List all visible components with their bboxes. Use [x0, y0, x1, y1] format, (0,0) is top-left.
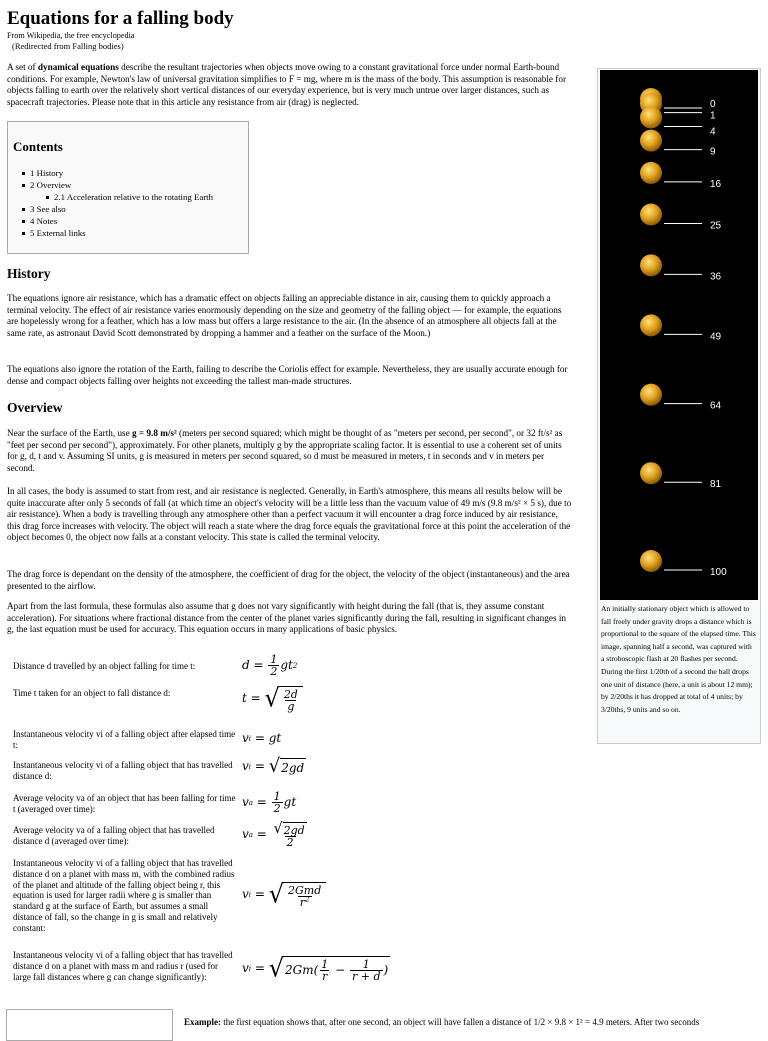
ball-snapshot — [640, 462, 662, 484]
equation-label: Instantaneous velocity vi of a falling object that has travelled distance d: — [13, 760, 233, 781]
overview-paragraph-3: The drag force is dependant on the density of the atmosphere, the coefficient of drag for the object, the velocity of the object (instantaneous) and the area presented to the airflow. — [7, 569, 570, 591]
equation-label: Distance d travelled by an object falling for time t: — [13, 661, 196, 671]
ball-snapshot — [640, 106, 662, 128]
scale-label: 49 — [710, 331, 722, 343]
intro-paragraph: A set of dynamical equations describe the resultant trajectories when objects move owing to a constant gravitational force under normal Earth-bound conditions. For example, Newton's law of universal gravitation simplifies to F = mg, where m is the mass of the body. This assumption is reasonable for objects falling to earth over the relatively short vertical distances of our everyday experience, but is very much untrue over larger distances, such as spacecraft trajectories. Please note that in this article any resistance from air (drag) is neglected. — [7, 62, 567, 107]
equation-distance: d = $\frac{1}{2}$ gt 2 — [242, 653, 298, 678]
redirect-note: (Redirected from Falling bodies) — [12, 41, 124, 51]
toc-title: Contents — [13, 139, 63, 154]
history-heading: History — [7, 266, 51, 281]
overview-paragraph-1: Near the surface of the Earth, use g = 9.8 m/s² (meters per second squared; which might be thought of as "meters per second, per second", or 32 ft/s² as "feet per second per second"), approximately. For other planets, multiply g by the appropriate scaling factor. It is essential to use a coherent set of units for g, d, t and v. Assuming SI units, g is measured in meters per second squared, so d must be measured in meters, t in seconds and v in meters per second. — [7, 428, 563, 473]
example-paragraph: Example: the first equation shows that, after one second, an object will have fallen a distance of 1/2 × 9.8 × 1² = 4.9 meters. After two seconds — [184, 1017, 700, 1027]
equation-label: Average velocity va of a falling object that has travelled distance d (averaged over time): — [13, 825, 215, 846]
equation-label: Average velocity va of an object that has been falling for time t (averaged over time): — [13, 793, 236, 814]
ball-snapshot — [640, 550, 662, 572]
scale-label: 81 — [710, 479, 722, 491]
equation-velocity-time: v i = gt — [242, 731, 282, 745]
bottom-box — [6, 1009, 173, 1041]
toc-item-acceleration[interactable]: 2.1 Acceleration relative to the rotating Earth — [30, 191, 213, 203]
scale-label: 4 — [710, 126, 716, 138]
ball-snapshot — [640, 204, 662, 226]
equation-label: Time t taken for an object to fall distance d: — [13, 688, 171, 698]
overview-paragraph-2: In all cases, the body is assumed to start from rest, and air resistance is neglected. Generally, in Earth's atmosphere, this means all results below will be quite inaccurate after only 5 seconds of fall (at which time an object's velocity will be a little less than the vacuum value of 49 m/s (9.8 m/s² × 5 s), due to air resistance). When a body is travelling through any atmosphere other than a perfect vacuum it will encounter a drag force induced by air resistance, this drag force increases with velocity. The object will reach a state where the drag force equals the gravitational force at this point the acceleration of the object becomes 0, the object now falls at a constant velocity. This state is called the terminal velocity. — [7, 486, 572, 543]
site-subtitle: From Wikipedia, the free encyclopedia — [7, 31, 135, 40]
toc-item-history[interactable]: 1 History — [30, 167, 213, 179]
dynamical-equations-link[interactable]: dynamical equations — [37, 62, 119, 72]
toc-item-notes[interactable]: 4 Notes — [30, 215, 213, 227]
table-of-contents — [7, 121, 249, 254]
ball-snapshot — [640, 162, 662, 184]
toc-item-external-links[interactable]: 5 External links — [30, 227, 213, 239]
ball-snapshot — [640, 384, 662, 406]
equation-time: t = √ $\frac{2d}{g}$ — [242, 686, 303, 712]
equation-average-velocity-time: v a = $\frac{1}{2}$ gt — [242, 790, 297, 815]
history-paragraph-1: The equations ignore air resistance, which has a dramatic effect on objects falling an appreciable distance in air, causing them to quickly approach a terminal velocity. The effect of air resistance varies enormously depending on the size and geometry of the falling object — for example, the equations are hopelessly wrong for a feather, which has a low mass but offers a large resistance to the air. (In the absence of an atmosphere all objects fall at the same rate, as astronaut David Scott demonstrated by dropping a hammer and a feather on the surface of the Moon.) — [7, 293, 562, 338]
scale-label: 64 — [710, 400, 722, 412]
equation-velocity-large-fall: v i = √ 2Gm( $\frac{1}{r}$ − $\frac{1}{r + d}$ ) — [242, 953, 389, 983]
equation-label: Instantaneous velocity vi of a falling object that has travelled distance d on a planet with mass m, with the combined radius of the planet and altitude of the falling object being r, this equation is used for larger radii where g is smaller than standard g at the surface of Earth, but assumes a small distance of fall, so the change in g is small and relatively constant: — [13, 858, 235, 933]
ball-snapshot — [640, 130, 662, 152]
page-title: Equations for a falling body — [7, 8, 234, 29]
scale-label: 0 — [710, 99, 716, 110]
equation-average-velocity-distance: v a = √ 2gd 2 — [242, 820, 305, 849]
scale-label: 25 — [710, 220, 722, 232]
overview-paragraph-4: Apart from the last formula, these formulas also assume that g does not vary significantly with height during the fall (that is, they assume constant acceleration). For situations where fractional distance from the center of the planet varies significantly during the fall, resulting in significant changes in g, the last equation must be used for accuracy. This equation occurs in many applications of basic physics. — [7, 601, 566, 635]
ball-snapshot — [640, 254, 662, 276]
toc-item-overview[interactable]: 2 Overview — [30, 179, 213, 191]
equation-label: Instantaneous velocity vi of a falling object after elapsed time t: — [13, 729, 236, 750]
scale-label: 100 — [710, 567, 727, 578]
scale-label: 9 — [710, 146, 716, 158]
toc-list — [30, 167, 213, 239]
scale-label: 36 — [710, 271, 722, 283]
ball-snapshot — [640, 314, 662, 336]
history-paragraph-2: The equations also ignore the rotation of the Earth, failing to describe the Coriolis effect for example. Nevertheless, they are usually accurate enough for dense and compact objects falling over heights not exceeding the tallest man-made structures. — [7, 364, 568, 386]
overview-heading: Overview — [7, 400, 63, 415]
toc-item-see-also[interactable]: 3 See also — [30, 203, 213, 215]
scale-label: 16 — [710, 178, 722, 190]
scale-label: 1 — [710, 110, 716, 122]
equation-velocity-planet-mass: v i = √ $\frac{\text{2Gmd}}{r^2}$ — [242, 882, 326, 908]
equation-label: Instantaneous velocity vi of a falling object that has travelled distance d on a planet with mass m and radius r (used for large fall distances where g can change significantly): — [13, 950, 233, 982]
stroboscopic-image — [600, 70, 758, 600]
figure-caption: An initially stationary object which is allowed to fall freely under gravity drops a distance which is proportional to the square of the elapsed time. This image, spanning half a second, was captured with a stroboscopic flash at 20 flashes per second. During the first 1/20th of a second the ball drops one unit of distance (here, a unit is about 12 mm); by 2/20ths it has dropped at total of 4 units; by 3/20ths, 9 units and so on. — [601, 604, 756, 714]
falling-ball-photo[interactable] — [600, 70, 758, 600]
equation-velocity-distance: v i = √ 2gd — [242, 755, 305, 778]
